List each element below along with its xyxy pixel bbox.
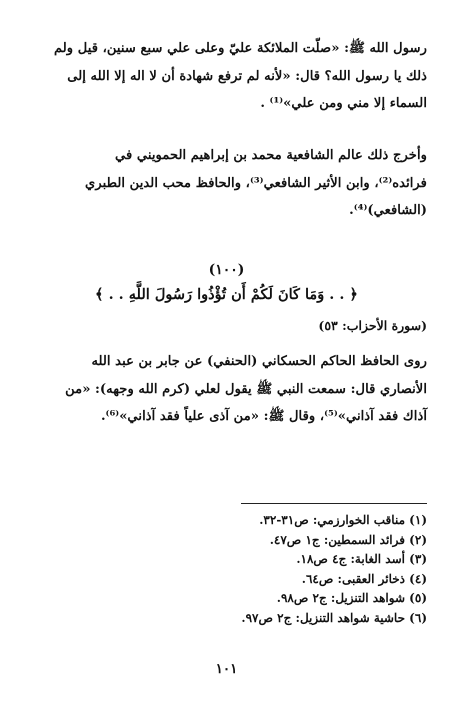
- footnotes: [26, 511, 427, 628]
- verse-reference: (سورة الأحزاب: ٥٣): [318, 318, 427, 333]
- footnote-item: (١) مناقب الخوارزمي: ص٣١-٣٢.: [259, 513, 427, 527]
- text-line: (الشافعي)⁽⁴⁾.: [349, 203, 427, 218]
- paragraph-hadith-angels: [26, 35, 427, 118]
- text-line: روى الحافظ الحاكم الحسكاني (الحنفي) عن جابر بن عبد الله: [91, 354, 427, 369]
- text-line: رسول الله ﷺ: «صلّت الملائكة عليّ وعلى علي سبع سنين، قيل ولم: [53, 41, 427, 56]
- footnote-item: (٥) شواهد التنزيل: ج٢ ص٩٨.: [276, 591, 427, 605]
- footnote-divider: [241, 503, 427, 504]
- text-line: الأنصاري قال: سمعت النبي ﷺ يقول لعلي (كرم الله وجهه): «من: [65, 381, 427, 397]
- text-line: ذلك يا رسول الله؟ قال: «لأنه لم ترفع شهادة أن لا اله إلا الله إلى: [67, 68, 427, 84]
- paragraph-hadith-harm: [26, 348, 427, 431]
- footnote-item: (٦) حاشية شواهد التنزيل: ج٢ ص٩٧.: [241, 610, 427, 625]
- footnote-item: (٤) ذخائر العقبى: ص٦٤.: [301, 571, 427, 586]
- text-line: السماء إلا مني ومن علي»⁽¹⁾ .: [260, 96, 427, 111]
- text-line: آذاك فقد آذاني»⁽⁵⁾، وقال ﷺ: «من آذى علياً فقد آذاني»⁽⁶⁾.: [100, 409, 427, 424]
- paragraph-narrators: [26, 142, 427, 225]
- verse-number: (١٠٠): [208, 262, 245, 278]
- quran-verse: ﴿ . . وَمَا كَانَ لَكُمْ أَن تُؤْذُوا رَسُولَ اللَّهِ . . ﴾: [95, 286, 358, 303]
- text-line: فرائده⁽²⁾، وابن الأثير الشافعي⁽³⁾، والحافظ محب الدين الطبري: [85, 175, 427, 191]
- text-line: وأخرج ذلك عالم الشافعية محمد بن إبراهيم الحمويني في: [115, 148, 427, 163]
- footnote-item: (٢) فرائد السمطين: ج١ ص٤٧.: [269, 532, 427, 547]
- footnote-item: (٣) أسد الغابة: ج٤ ص١٨.: [296, 552, 427, 566]
- page-number: ١٠١: [215, 661, 238, 677]
